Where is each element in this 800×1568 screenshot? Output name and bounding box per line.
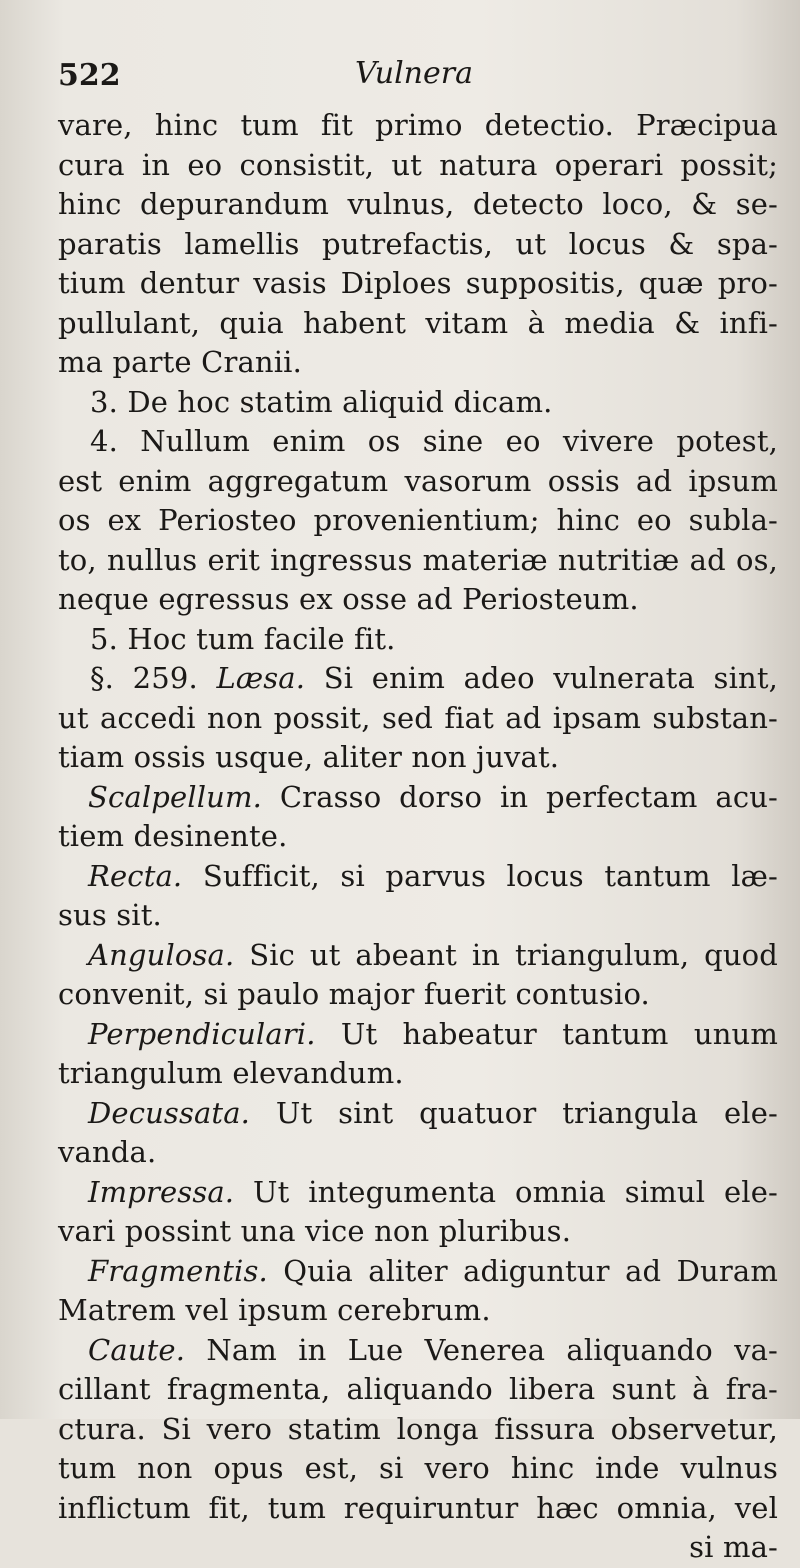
text-line: tium dentur vasis Diploes suppositis, quæ pro- xyxy=(58,266,778,300)
catchword: si ma- xyxy=(689,1530,778,1564)
text-line: 4. Nullum enim os sine eo vivere potest, xyxy=(90,424,778,458)
text-line: ma parte Cranii. xyxy=(58,345,302,379)
text-line: ut accedi non possit, sed fiat ad ipsam substan- xyxy=(58,700,778,735)
text-line: tiam ossis usque, aliter non juvat. xyxy=(58,740,560,774)
term-recta: Recta. xyxy=(88,858,183,893)
page-number: 522 xyxy=(58,58,121,93)
text-line: cura in eo consistit, ut natura operari possit; xyxy=(58,147,778,182)
text-line xyxy=(58,936,778,976)
text-line: to, nullus erit ingressus materiæ nutritiæ ad os, xyxy=(58,542,778,577)
text-line xyxy=(58,1331,778,1371)
text-fragment: Ut habeatur tantum unum xyxy=(340,1016,778,1051)
text-fragment: Ut sint quatuor triangula ele- xyxy=(275,1095,778,1130)
text-line xyxy=(58,778,778,818)
term-angulosa: Angulosa. xyxy=(88,937,235,972)
text-fragment: Crasso dorso in perfectam acu- xyxy=(279,779,779,814)
section-number: §. 259. xyxy=(90,661,198,695)
text-line: sus sit. xyxy=(58,898,162,932)
text-line xyxy=(58,1173,778,1213)
text-fragment: Si enim adeo vulnerata sint, xyxy=(323,661,778,695)
text-line: Matrem vel ipsum cerebrum. xyxy=(58,1293,491,1327)
text-line: inflictum fit, tum requiruntur hæc omnia, vel xyxy=(58,1490,778,1525)
text-line: vari possint una vice non pluribus. xyxy=(58,1214,572,1248)
text-line: triangulum elevandum. xyxy=(58,1056,404,1090)
text-fragment: Ut integumenta omnia simul ele- xyxy=(253,1174,778,1209)
text-line xyxy=(58,659,778,699)
text-fragment: Quia aliter adiguntur ad Duram xyxy=(283,1253,778,1288)
text-line: neque egressus ex osse ad Periosteum. xyxy=(58,582,639,616)
text-line xyxy=(58,857,778,897)
running-header xyxy=(58,52,770,102)
text-line xyxy=(58,1015,778,1055)
text-line xyxy=(58,1252,778,1292)
page-body xyxy=(58,106,778,1568)
text-line: tiem desinente. xyxy=(58,819,288,853)
term-caute: Caute. xyxy=(88,1332,186,1367)
text-line xyxy=(58,1094,778,1134)
text-line: paratis lamellis putrefactis, ut locus & spa- xyxy=(58,226,778,261)
text-fragment: Nam in Lue Venerea aliquando va- xyxy=(206,1332,778,1367)
text-line: vare, hinc tum fit primo detectio. Præcipua xyxy=(58,108,778,142)
text-fragment: Sic ut abeant in triangulum, quod xyxy=(249,937,778,972)
text-line: convenit, si paulo major fuerit contusio. xyxy=(58,977,650,1011)
term-laesa: Læsa. xyxy=(216,661,306,695)
text-line: tum non opus est, si vero hinc inde vulnus xyxy=(58,1451,778,1485)
term-perpendiculari: Perpendiculari. xyxy=(88,1016,316,1051)
running-title: Vulnera xyxy=(355,56,473,91)
term-decussata: Decussata. xyxy=(88,1095,251,1130)
text-line: est enim aggregatum vasorum ossis ad ipsum xyxy=(58,463,778,498)
text-line: hinc depurandum vulnus, detecto loco, & se- xyxy=(58,187,778,221)
text-line: vanda. xyxy=(58,1135,157,1169)
text-line: ctura. Si vero statim longa fissura observetur, xyxy=(58,1411,778,1446)
text-line: 3. De hoc statim aliquid dicam. xyxy=(90,384,553,419)
term-fragmentis: Fragmentis. xyxy=(88,1253,268,1288)
text-line: os ex Periosteo provenientium; hinc eo subla- xyxy=(58,503,778,537)
text-fragment: Sufficit, si parvus locus tantum læ- xyxy=(202,858,778,893)
text-line: 5. Hoc tum facile fit. xyxy=(90,621,396,656)
term-scalpellum: Scalpellum. xyxy=(88,779,262,814)
text-line: cillant fragmenta, aliquando libera sunt à fra- xyxy=(58,1372,778,1406)
text-line: pullulant, quia habent vitam à media & infi- xyxy=(58,305,778,340)
term-impressa: Impressa. xyxy=(88,1174,235,1209)
